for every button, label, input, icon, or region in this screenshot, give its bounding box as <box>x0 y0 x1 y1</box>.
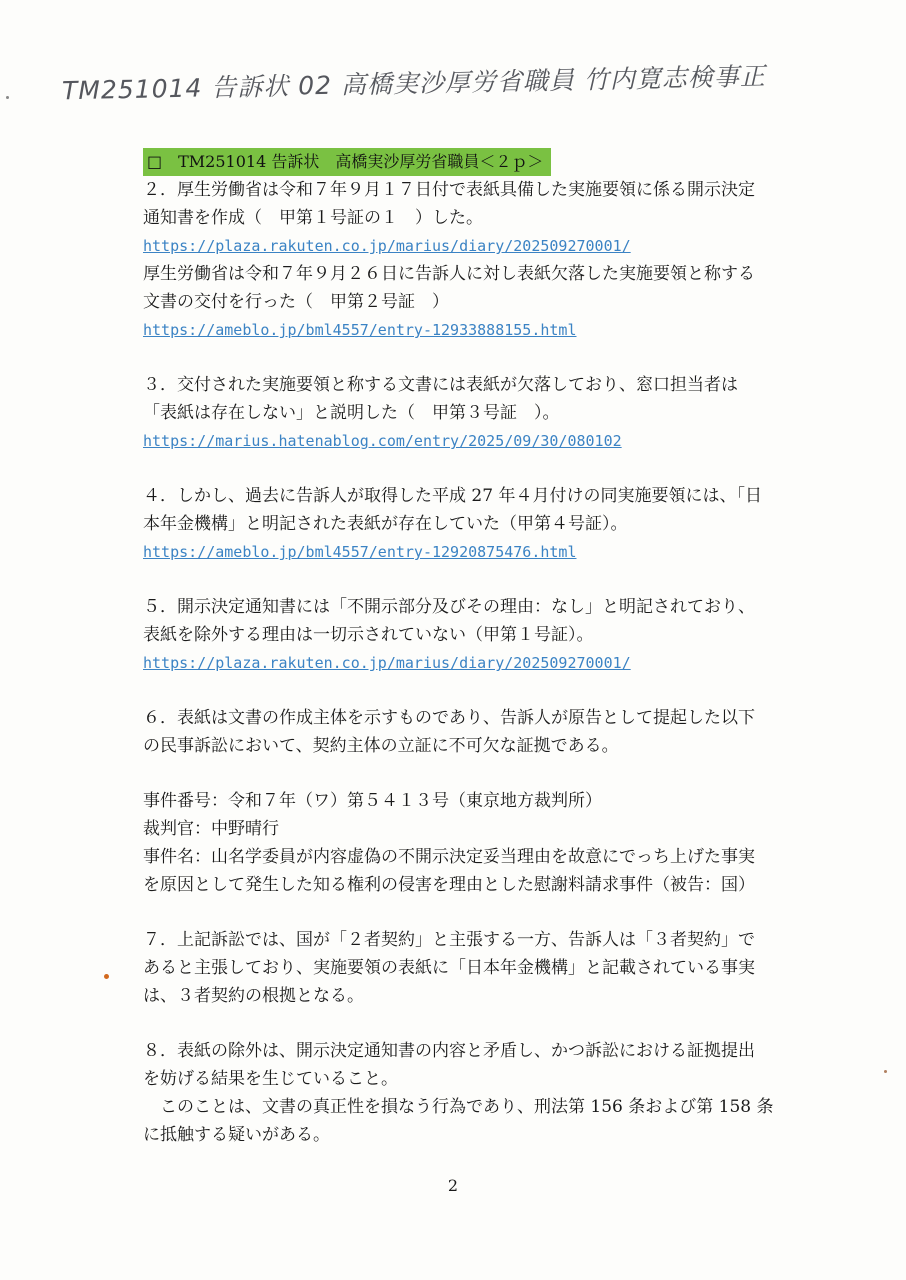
section-4-text: ４．しかし、過去に告訴人が取得した平成 27 年４月付けの同実施要領には、「日 本年金機構」と明記された表紙が存在していた（甲第４号証）。 <box>143 486 762 534</box>
section-5-text: ５．開示決定通知書には「不開示部分及びその理由：なし」と明記されており、 表紙を除外する理由は一切示されていない（甲第１号証）。 <box>143 597 755 645</box>
section-3-link[interactable]: https://marius.hatenablog.com/entry/2025/09/30/080102 <box>143 432 622 450</box>
section-2b-text: 厚生労働省は令和７年９月２６日に告訴人に対し表紙欠落した実施要領と称する 文書の交付を行った（ 甲第２号証 ） <box>143 264 755 312</box>
section-3-text: ３．交付された実施要領と称する文書には表紙が欠落しており、窓口担当者は 「表紙は存在しない」と説明した（ 甲第３号証 ）。 <box>143 375 738 423</box>
section-2b-link[interactable]: https://ameblo.jp/bml4557/entry-12933888155.html <box>143 321 577 339</box>
section-2-text: ２．厚生労働省は令和７年９月１７日付で表紙具備した実施要領に係る開示決定 通知書を作成（ 甲第１号証の１ ）した。 <box>143 180 755 228</box>
scan-speck <box>6 96 9 99</box>
section-5-link[interactable]: https://plaza.rakuten.co.jp/marius/diary/202509270001/ <box>143 654 631 672</box>
handwritten-note: TM251014 告訴状 02 高橋実沙厚労省職員 竹内寛志検事正 <box>61 61 767 106</box>
section-7-text: ７．上記訴訟では、国が「２者契約」と主張する一方、告訴人は「３者契約」で あると主張しており、実施要領の表紙に「日本年金機構」と記載されている事実 は、３者契約の根拠となる。 <box>143 930 755 1006</box>
page-number: 2 <box>447 1176 459 1195</box>
section-8-text: ８．表紙の除外は、開示決定通知書の内容と矛盾し、かつ訴訟における証拠提出 を妨げる結果を生じていること。 このことは、文書の真正性を損なう行為であり、刑法第 156 条および第 158 条 に抵触する疑いがある。 <box>143 1041 774 1145</box>
highlighted-header: □ TM251014 告訴状 高橋実沙厚労省職員＜２ｐ＞ <box>143 148 551 176</box>
section-2-link[interactable]: https://plaza.rakuten.co.jp/marius/diary/202509270001/ <box>143 237 631 255</box>
case-details: 事件番号：令和７年（ワ）第５４１３号（東京地方裁判所） 裁判官：中野晴行 事件名：山名学委員が内容虚偽の不開示決定妥当理由を故意にでっち上げた事実 を原因として発生した知る権利の侵害を理由とした慰謝料請求事件（被告：国） <box>143 791 755 895</box>
scan-speck <box>104 974 109 979</box>
section-4-link[interactable]: https://ameblo.jp/bml4557/entry-12920875476.html <box>143 543 577 561</box>
section-6-text: ６．表紙は文書の作成主体を示すものであり、告訴人が原告として提起した以下 の民事訴訟において、契約主体の立証に不可欠な証拠である。 <box>143 708 755 756</box>
document-body <box>143 148 863 1149</box>
scan-speck <box>884 1070 887 1073</box>
